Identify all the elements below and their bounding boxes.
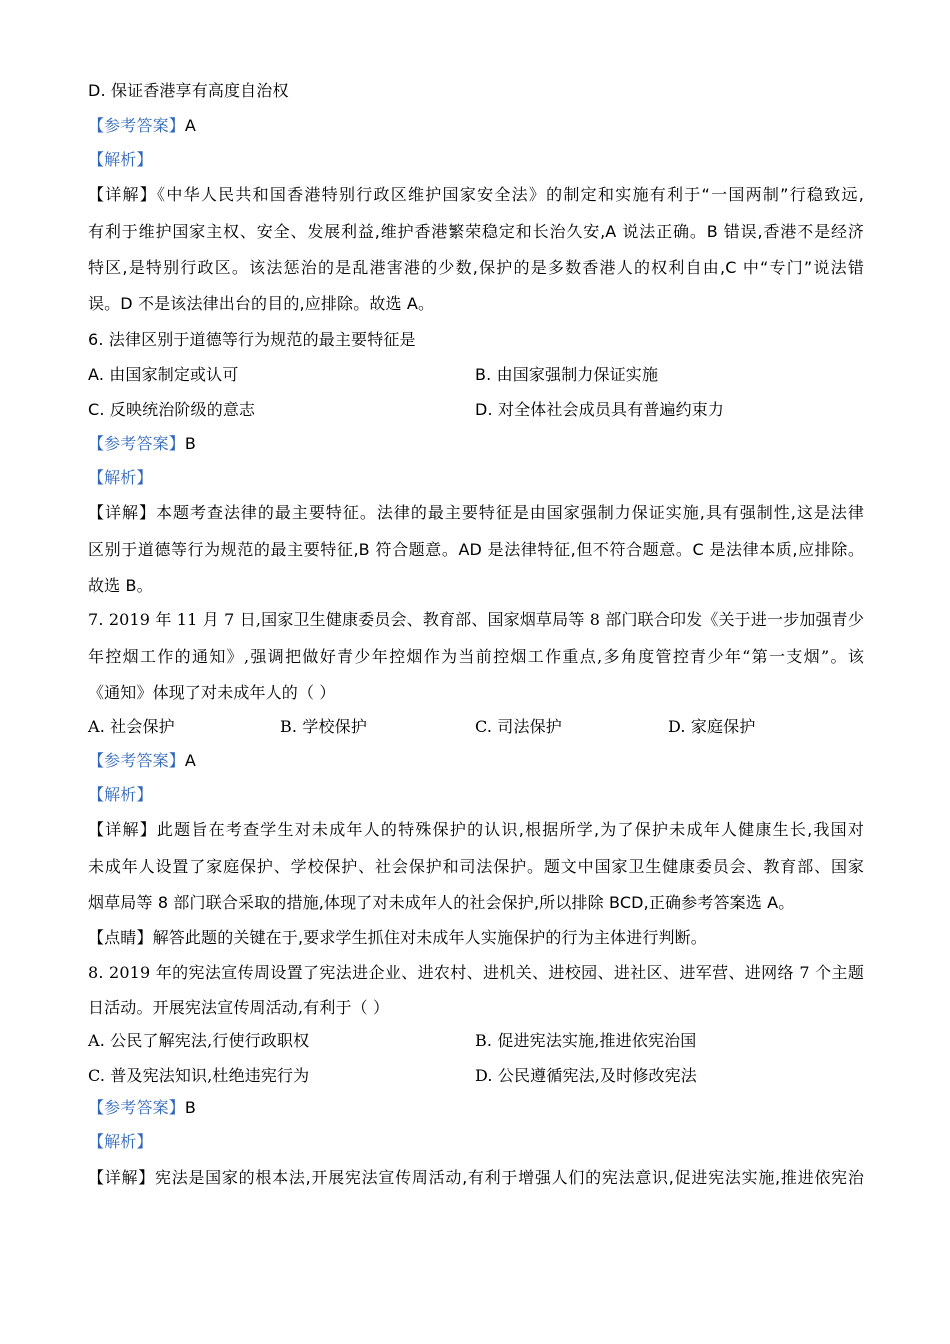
q5-detail-line: 【详解】《中华人民共和国香港特别行政区维护国家安全法》的制定和实施有利于“一国两制”行稳致远, — [88, 185, 864, 204]
q6-option-d: D. 对全体社会成员具有普遍约束力 — [475, 400, 725, 419]
q7-tip: 【点睛】解答此题的关键在于,要求学生抓住对未成年人实施保护的行为主体进行判断。 — [88, 928, 707, 947]
q6-option-b: B. 由国家强制力保证实施 — [475, 365, 659, 384]
answer-label: 【参考答案】 — [88, 751, 185, 770]
q8-question-line: 日活动。开展宪法宣传周活动,有利于（ ） — [88, 998, 390, 1017]
q7-option-c: C. 司法保护 — [475, 717, 562, 736]
q8-option-b: B. 促进宪法实施,推进依宪治国 — [475, 1031, 697, 1050]
q8-analysis-label: 【解析】 — [88, 1132, 153, 1151]
q5-answer-row — [88, 114, 196, 138]
q7-question-line: 年控烟工作的通知》,强调把做好青少年控烟作为当前控烟工作重点,多角度管控青少年“第一支烟”。该 — [88, 647, 864, 666]
q8-question-line: 8. 2019 年的宪法宣传周设置了宪法进企业、进农村、进机关、进校园、进社区、进军营、进网络 7 个主题 — [88, 963, 864, 982]
q6-question: 6. 法律区别于道德等行为规范的最主要特征是 — [88, 330, 416, 349]
q7-detail-line: 烟草局等 8 部门联合采取的措施,体现了对未成年人的社会保护,所以排除 BCD,正确参考答案选 A。 — [88, 893, 795, 912]
q7-analysis-label: 【解析】 — [88, 785, 153, 804]
q8-option-c: C. 普及宪法知识,杜绝违宪行为 — [88, 1066, 310, 1085]
q7-option-a: A. 社会保护 — [88, 717, 175, 736]
q7-question-line: 7. 2019 年 11 月 7 日,国家卫生健康委员会、教育部、国家烟草局等 8 部门联合印发《关于进一步加强青少 — [88, 610, 864, 629]
q7-answer-row — [88, 749, 196, 773]
q7-option-b: B. 学校保护 — [280, 717, 367, 736]
q7-detail-line: 未成年人设置了家庭保护、学校保护、社会保护和司法保护。题文中国家卫生健康委员会、教育部、国家 — [88, 857, 864, 876]
q6-answer-row — [88, 432, 196, 456]
q6-option-a: A. 由国家制定或认可 — [88, 365, 239, 384]
answer-value: B — [184, 434, 197, 453]
answer-value: A — [184, 751, 197, 770]
q7-detail-line: 【详解】此题旨在考查学生对未成年人的特殊保护的认识,根据所学,为了保护未成年人健康生长,我国对 — [88, 820, 864, 839]
q5-analysis-label: 【解析】 — [88, 150, 153, 169]
q5-detail-line: 特区,是特别行政区。该法惩治的是乱港害港的少数,保护的是多数香港人的权利自由,C 中“专门”说法错 — [88, 258, 864, 277]
q5-option-d: D. 保证香港享有高度自治权 — [88, 81, 289, 100]
answer-label: 【参考答案】 — [88, 1098, 185, 1117]
answer-value: B — [184, 1098, 197, 1117]
q8-detail-line: 【详解】宪法是国家的根本法,开展宪法宣传周活动,有利于增强人们的宪法意识,促进宪法实施,推进依宪治 — [88, 1168, 864, 1187]
q6-analysis-label: 【解析】 — [88, 468, 153, 487]
q5-detail-line: 误。D 不是该法律出台的目的,应排除。故选 A。 — [88, 294, 435, 313]
q7-option-d: D. 家庭保护 — [668, 717, 756, 736]
q6-option-c: C. 反映统治阶级的意志 — [88, 400, 256, 419]
q8-option-a: A. 公民了解宪法,行使行政职权 — [88, 1031, 310, 1050]
q6-detail-line: 区别于道德等行为规范的最主要特征,B 符合题意。AD 是法律特征,但不符合题意。C 是法律本质,应排除。 — [88, 540, 864, 559]
q5-detail-line: 有利于维护国家主权、安全、发展利益,维护香港繁荣稳定和长治久安,A 说法正确。B 错误,香港不是经济 — [88, 222, 864, 241]
q8-option-d: D. 公民遵循宪法,及时修改宪法 — [475, 1066, 697, 1085]
q8-answer-row — [88, 1096, 196, 1120]
answer-label: 【参考答案】 — [88, 434, 185, 453]
answer-value: A — [184, 116, 197, 135]
q6-detail-line: 故选 B。 — [88, 576, 153, 595]
q7-question-line: 《通知》体现了对未成年人的（ ） — [88, 683, 336, 702]
q6-detail-line: 【详解】本题考查法律的最主要特征。法律的最主要特征是由国家强制力保证实施,具有强制性,这是法律 — [88, 503, 864, 522]
answer-label: 【参考答案】 — [88, 116, 185, 135]
